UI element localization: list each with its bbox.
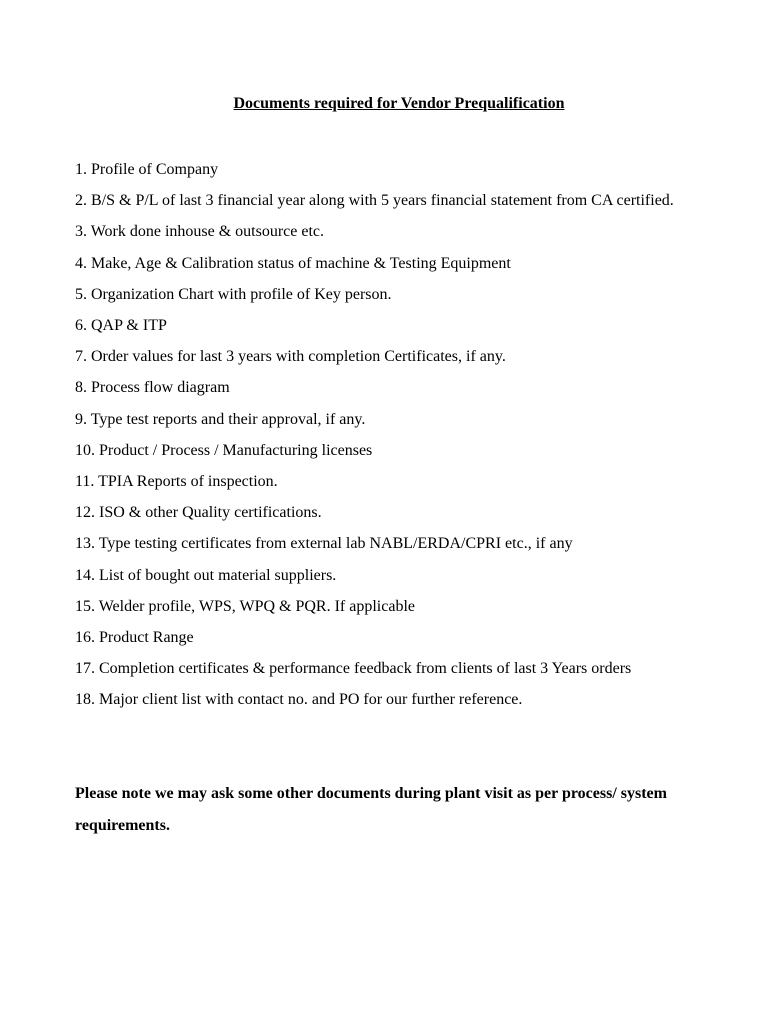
list-item: 1. Profile of Company (75, 161, 219, 178)
list-item: 2. B/S & P/L of last 3 financial year along with 5 years financial statement from CA certified. (75, 192, 674, 210)
list-item: 12. ISO & other Quality certifications. (75, 504, 322, 522)
requirements-list (75, 154, 715, 716)
list-item: 11. TPIA Reports of inspection. (75, 473, 278, 491)
list-item: 6. QAP & ITP (75, 317, 167, 335)
list-item: 3. Work done inhouse & outsource etc. (75, 223, 325, 241)
list-item: 10. Product / Process / Manufacturing licenses (75, 441, 373, 459)
list-item: 7. Order values for last 3 years with completion Certificates, if any. (75, 348, 506, 366)
list-item: 15. Welder profile, WPS, WPQ & PQR. If applicable (75, 597, 415, 615)
list-item: 18. Major client list with contact no. and PO for our further reference. (75, 691, 523, 709)
document-title: Documents required for Vendor Prequalification (233, 95, 565, 112)
closing-note: Please note we may ask some other documents during plant visit as per process/ system requirements. (75, 785, 667, 834)
list-item: 9. Type test reports and their approval, if any. (75, 410, 366, 428)
list-item: 13. Type testing certificates from external lab NABL/ERDA/CPRI etc., if any (75, 535, 573, 553)
list-item: 16. Product Range (75, 629, 194, 647)
list-item: 8. Process flow diagram (75, 379, 230, 397)
list-item: 5. Organization Chart with profile of Key person. (75, 285, 392, 303)
list-item: 17. Completion certificates & performance feedback from clients of last 3 Years orders (75, 660, 632, 678)
list-item: 14. List of bought out material suppliers. (75, 566, 337, 584)
list-item: 4. Make, Age & Calibration status of machine & Testing Equipment (75, 254, 511, 272)
